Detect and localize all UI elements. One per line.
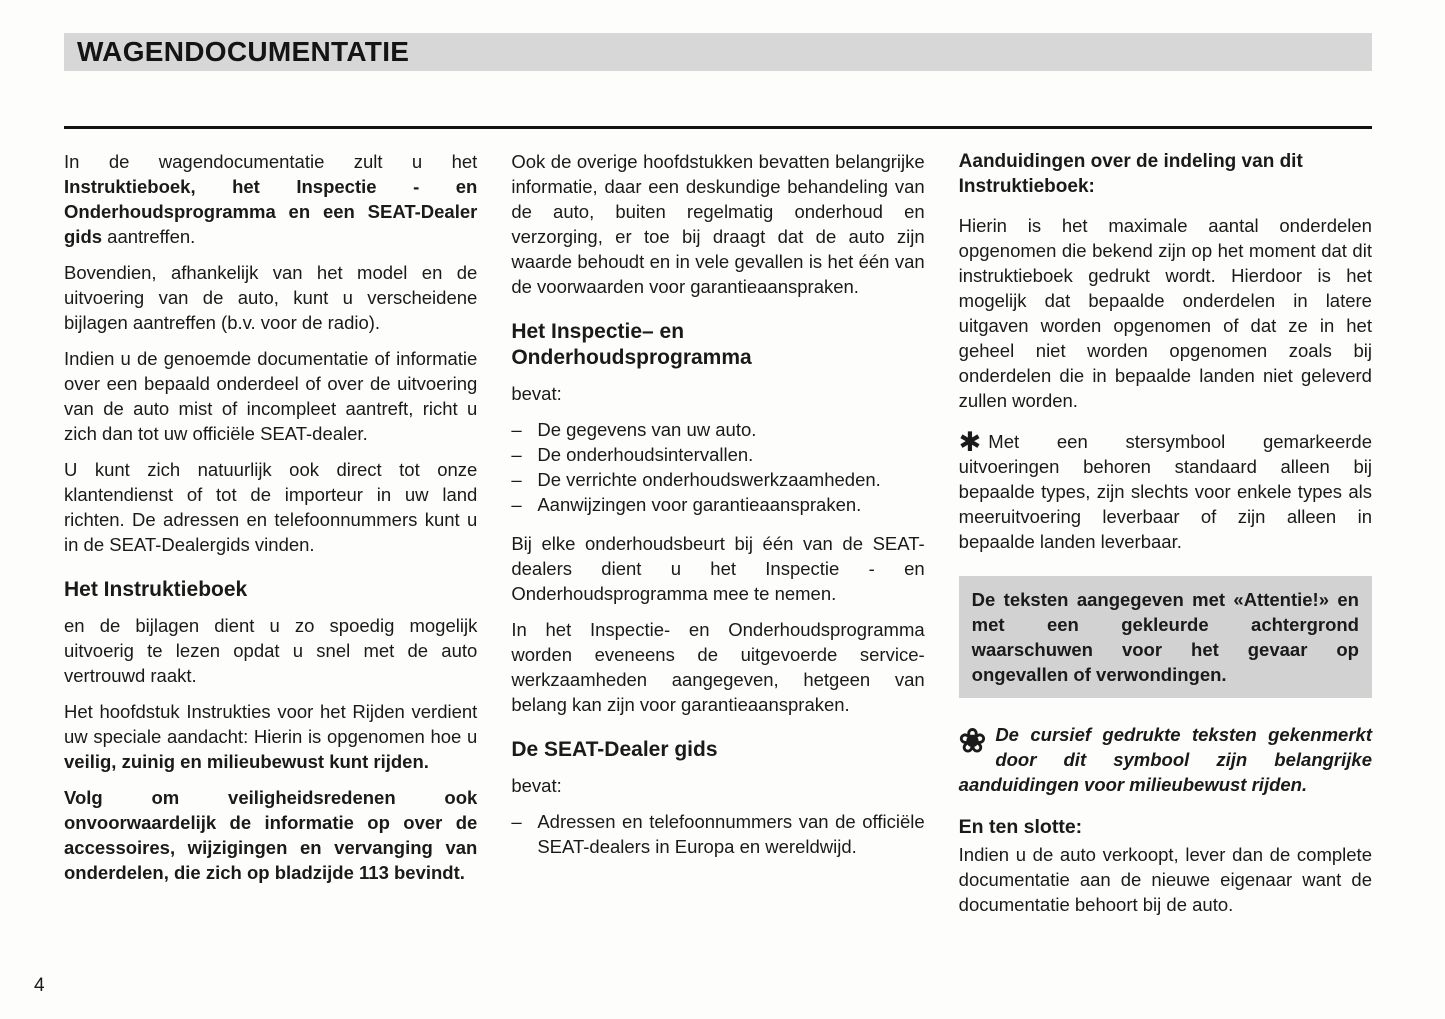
section-heading-inspectie: Het Inspectie– en Onderhoudsprogramma xyxy=(511,320,752,369)
dash-list xyxy=(511,809,924,859)
section-heading-dealer-gids: De SEAT-Dealer gids xyxy=(511,738,718,761)
eco-note xyxy=(959,722,1372,797)
content-columns xyxy=(64,149,1372,928)
paragraph-bevat: bevat: xyxy=(511,775,562,796)
paragraph: Hierin is het maximale aantal onderdelen opgenomen die bekend zijn op het moment dat dit instruktieboek gedrukt wordt. Hierdoor is het mogelijk dat bepaalde onderdelen in latere uitgaven worden opgenomen of dat ze in het geheel niet worden opgenomen zoals bij onderdelen die in bepaalde landen niet geleverd zullen worden. xyxy=(958,215,1372,411)
list-item-text: De verrichte onderhoudswerkzaamheden. xyxy=(537,469,881,490)
list-item xyxy=(511,442,924,467)
section-heading-aanduidingen: Aanduidingen over de indeling van dit Instruktieboek: xyxy=(958,151,1303,197)
page-number: 4 xyxy=(34,975,45,996)
column-3 xyxy=(959,149,1372,928)
list-item xyxy=(511,417,924,442)
list-item-text: De gegevens van uw auto. xyxy=(537,419,757,440)
paragraph: In het Inspectie- en Onderhoudsprogramma worden eveneens de uitgevoerde service-werkzaamheden aangegeven, hetgeen van belang kan zijn voor garantieaanspraken. xyxy=(511,619,925,715)
text-run: Met een stersymbool gemarkeerde uitvoeringen behoren standaard alleen bij bepaalde types, zijn slechts voor enkele types als meeruitvoering leverbaar of zijn alleen in bepaalde landen leverbaar. xyxy=(958,431,1372,552)
paragraph-bevat: bevat: xyxy=(511,383,562,404)
text-run: In de wagendocumentatie zult u het xyxy=(64,151,478,172)
star-note xyxy=(959,429,1372,554)
list-item xyxy=(511,492,924,517)
paragraph: Indien u de genoemde documentatie of informatie over een bepaald onderdeel of over de uitvoering van de auto mist of incompleet aantreft, richt u zich dan tot uw officiële SEAT-dealer. xyxy=(64,348,478,444)
attention-box-text: De teksten aangegeven met «Attentie!» en met een gekleurde achtergrond waarschuwen voor het gevaar op ongevallen of verwondingen. xyxy=(971,589,1359,685)
paragraph: U kunt zich natuurlijk ook direct tot onze klantendienst of tot de importeur in uw land richten. De adressen en telefoonnummers kunt u in de SEAT-Dealergids vinden. xyxy=(64,459,478,555)
paragraph-safety-warning: Volg om veiligheidsredenen ook onvoorwaardelijk de informatie op over de accessoires, wijzigingen en vervanging van onderdelen, die zich op bladzijde 113 bevindt. xyxy=(64,787,478,883)
paragraph-rijden xyxy=(64,699,477,774)
section-heading-instruktieboek: Het Instruktieboek xyxy=(64,578,248,601)
list-item-text: De onderhoudsintervallen. xyxy=(537,444,754,465)
column-2 xyxy=(511,149,924,928)
section-heading-ten-slotte: En ten slotte: xyxy=(958,816,1083,838)
column-1 xyxy=(64,149,477,928)
dash-bullet: – xyxy=(511,444,522,465)
dash-bullet: – xyxy=(511,494,522,515)
dash-bullet: – xyxy=(511,811,522,832)
list-item xyxy=(511,467,924,492)
attention-box xyxy=(959,576,1372,698)
text-run-bold: Instruktieboek, het Inspectie - en Onderhoudsprogramma en een SEAT-Dealer gids xyxy=(64,176,478,247)
eco-note-text: De cursief gedrukte teksten gekenmerkt door dit symbool zijn belangrijke aanduidingen voor milieubewust rijden. xyxy=(958,724,1372,795)
list-item-text: Aanwijzingen voor garantieaanspraken. xyxy=(537,494,862,515)
page-header-bar xyxy=(64,33,1372,71)
list-item xyxy=(511,809,924,859)
paragraph: Indien u de auto verkoopt, lever dan de complete documentatie aan de nieuwe eigenaar want de documentatie behoort bij de auto. xyxy=(958,844,1372,915)
text-run: Het hoofdstuk Instrukties voor het Rijden verdient uw speciale aandacht: Hierin is opgenomen hoe u xyxy=(64,701,478,747)
paragraph: Ook de overige hoofdstukken bevatten belangrijke informatie, daar een deskundige behandeling van de auto, buiten regelmatig onderhoud en verzorging, er toe bij draagt dat de auto zijn waarde behoudt en in vele gevallen is het één van de voorwaarden voor garantieaanspraken. xyxy=(511,151,925,297)
text-run-bold: veilig, zuinig en milieubewust kunt rijden. xyxy=(64,751,429,772)
dash-bullet: – xyxy=(511,469,522,490)
flower-icon: ❀ xyxy=(958,722,987,759)
paragraph: Bij elke onderhoudsbeurt bij één van de SEAT-dealers dient u het Inspectie - en Onderhoudsprogramma mee te nemen. xyxy=(511,533,925,604)
header-rule xyxy=(64,126,1372,129)
text-run: aantreffen. xyxy=(102,226,196,247)
list-item-text: Adressen en telefoonnummers van de officiële SEAT-dealers in Europa en wereldwijd. xyxy=(537,811,925,857)
dash-list xyxy=(511,417,924,517)
paragraph: en de bijlagen dient u zo spoedig mogelijk uitvoerig te lezen opdat u snel met de auto vertrouwd raakt. xyxy=(64,615,478,686)
paragraph: Bovendien, afhankelijk van het model en de uitvoering van de auto, kunt u verscheidene bijlagen aantreffen (b.v. voor de radio). xyxy=(64,262,478,333)
star-icon: ✱ xyxy=(958,427,982,457)
dash-bullet: – xyxy=(511,419,522,440)
paragraph-intro xyxy=(64,149,477,249)
page-title: WAGENDOCUMENTATIE xyxy=(77,36,410,67)
